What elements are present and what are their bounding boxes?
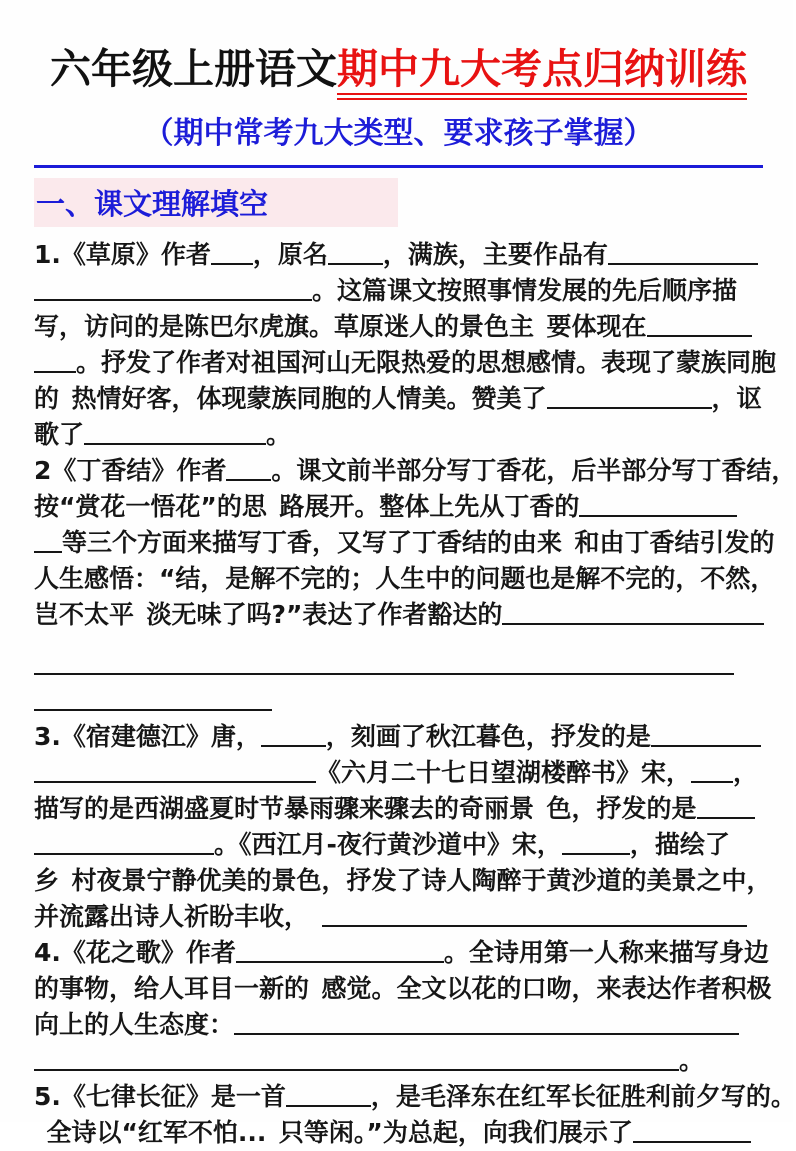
- fill-in-blank: [562, 835, 630, 855]
- fill-in-blank: [691, 763, 733, 783]
- text-segment: 写，访问的是陈巴尔虎旗。草原迷人的景色主 要体现在: [34, 312, 647, 341]
- text-segment: 按“赏花一悟花”的思 路展开。整体上先从丁香的: [34, 492, 580, 521]
- text-line: [34, 597, 763, 633]
- exercise-item: [34, 237, 777, 453]
- fill-in-blank: [236, 943, 444, 963]
- exercise-item: [34, 1079, 796, 1151]
- fill-in-blank: [84, 425, 266, 445]
- text-line: [34, 345, 777, 381]
- text-line: [34, 1043, 763, 1079]
- text-segment: ，描绘了: [629, 830, 730, 859]
- fill-in-blank: [34, 655, 734, 675]
- fill-in-blank: [286, 1087, 371, 1107]
- text-line: [34, 863, 772, 899]
- fill-in-blank: [34, 1051, 679, 1071]
- text-segment: 的 热情好客，体现蒙族同胞的人情美。赞美了: [34, 384, 547, 413]
- text-line: [34, 237, 763, 273]
- exercise-item: [34, 935, 772, 1079]
- exercise-item: [34, 719, 772, 935]
- text-segment: 5.《七律长征》是一首: [34, 1082, 286, 1111]
- fill-in-blank: [261, 727, 326, 747]
- text-line: [34, 561, 776, 597]
- text-line: [34, 791, 763, 827]
- text-line: [34, 489, 763, 525]
- text-line: [34, 417, 763, 453]
- fill-in-blank: [34, 763, 316, 783]
- text-line: [34, 273, 763, 309]
- text-segment: 。课文前半部分写丁香花，后半部分写丁香结，: [271, 456, 796, 485]
- fill-in-blank: [547, 389, 712, 409]
- fill-in-blank: [502, 605, 764, 625]
- text-line: [34, 935, 769, 971]
- fill-in-blank: [322, 907, 747, 927]
- text-line: [34, 309, 763, 345]
- text-segment: 。这篇课文按照事情发展的先后顺序描: [312, 276, 738, 305]
- fill-in-blank: [34, 281, 312, 301]
- text-line: [34, 827, 763, 863]
- fill-in-blank: [608, 245, 758, 265]
- fill-in-blank: [328, 245, 383, 265]
- text-line: [34, 525, 775, 561]
- text-segment: 描写的是西湖盛夏时节暴雨骤来骤去的奇丽景 色，抒发的是: [34, 794, 697, 823]
- text-segment: ，满族，主要作品有: [382, 240, 608, 269]
- text-segment: 。全诗用第一人称来描写身边: [443, 938, 769, 967]
- text-segment: 。: [679, 1046, 705, 1075]
- text-segment: 1.《草原》作者: [34, 240, 211, 269]
- text-segment: ，刻画了秋江暮色，抒发的是: [325, 722, 651, 751]
- page-title: [34, 36, 763, 95]
- fill-in-blank: [633, 1123, 751, 1143]
- text-segment: ，: [733, 758, 759, 787]
- text-segment: 2《丁香结》作者: [34, 456, 227, 485]
- text-line: [34, 1079, 796, 1115]
- text-segment: 歌了: [34, 420, 85, 449]
- fill-in-blank: [647, 317, 752, 337]
- fill-in-blank: [34, 691, 272, 711]
- text-line: [34, 899, 763, 935]
- text-line: [34, 1007, 763, 1043]
- fill-in-blank: [34, 533, 62, 553]
- text-segment: 。抒发了作者对祖国河山无限热爱的思想感情。表现了蒙族同胞: [76, 348, 777, 377]
- text-line: [34, 647, 763, 683]
- text-segment: 《六月二十七日望湖楼醉书》宋，: [316, 758, 692, 787]
- header: [34, 36, 763, 168]
- exercise-list: [34, 237, 796, 1151]
- fill-in-blank: [579, 497, 737, 517]
- page-subtitle: （期中常考九大类型、要求孩子掌握）: [143, 117, 654, 150]
- text-segment: 人生感悟：“结，是解不完的；人生中的问题也是解不完的，不然，: [34, 564, 776, 593]
- text-line: [34, 1115, 763, 1151]
- text-segment: ，讴: [711, 384, 762, 413]
- text-segment: ，原名: [252, 240, 328, 269]
- text-line: [34, 971, 772, 1007]
- text-segment: 等三个方面来描写丁香，又写了丁香结的由来 和由丁香结引发的: [62, 528, 775, 557]
- text-segment: 岂不太平 淡无味了吗?”表达了作者豁达的: [34, 600, 503, 629]
- text-segment: 的事物，给人耳目一新的 感觉。全文以花的口吻，来表达作者积极: [34, 974, 772, 1003]
- text-line: [34, 719, 763, 755]
- section-heading: 一、课文理解填空: [34, 178, 398, 227]
- text-line: [34, 381, 763, 417]
- text-segment: 并流露出诗人祈盼丰收，: [34, 902, 322, 931]
- fill-in-blank: [226, 461, 271, 481]
- text-line: [34, 453, 796, 489]
- text-segment: 向上的人生态度：: [34, 1010, 235, 1039]
- text-segment: 。《西江月-夜行黄沙道中》宋，: [214, 830, 562, 859]
- exercise-item: [34, 453, 796, 719]
- fill-in-blank: [697, 799, 755, 819]
- text-segment: 4.《花之歌》作者: [34, 938, 236, 967]
- title-topic-part: 期中九大考点归纳训练: [337, 46, 747, 100]
- fill-in-blank: [651, 727, 761, 747]
- fill-in-blank: [234, 1015, 739, 1035]
- text-segment: 3.《宿建德江》唐，: [34, 722, 261, 751]
- text-segment: 乡 村夜景宁静优美的景色，抒发了诗人陶醉于黄沙道的美景之中，: [34, 866, 772, 895]
- fill-in-blank: [211, 245, 253, 265]
- text-segment: ，是毛泽东在红军长征胜利前夕写的。: [370, 1082, 796, 1111]
- text-segment: 全诗以“红军不怕... 只等闲。”为总起，向我们展示了: [34, 1118, 633, 1147]
- fill-in-blank: [34, 835, 214, 855]
- text-segment: 。: [266, 420, 292, 449]
- title-grade-part: 六年级上册语文: [50, 46, 337, 92]
- divider-line: [34, 165, 763, 168]
- text-line: [34, 683, 763, 719]
- text-line: [34, 755, 763, 791]
- fill-in-blank: [34, 353, 76, 373]
